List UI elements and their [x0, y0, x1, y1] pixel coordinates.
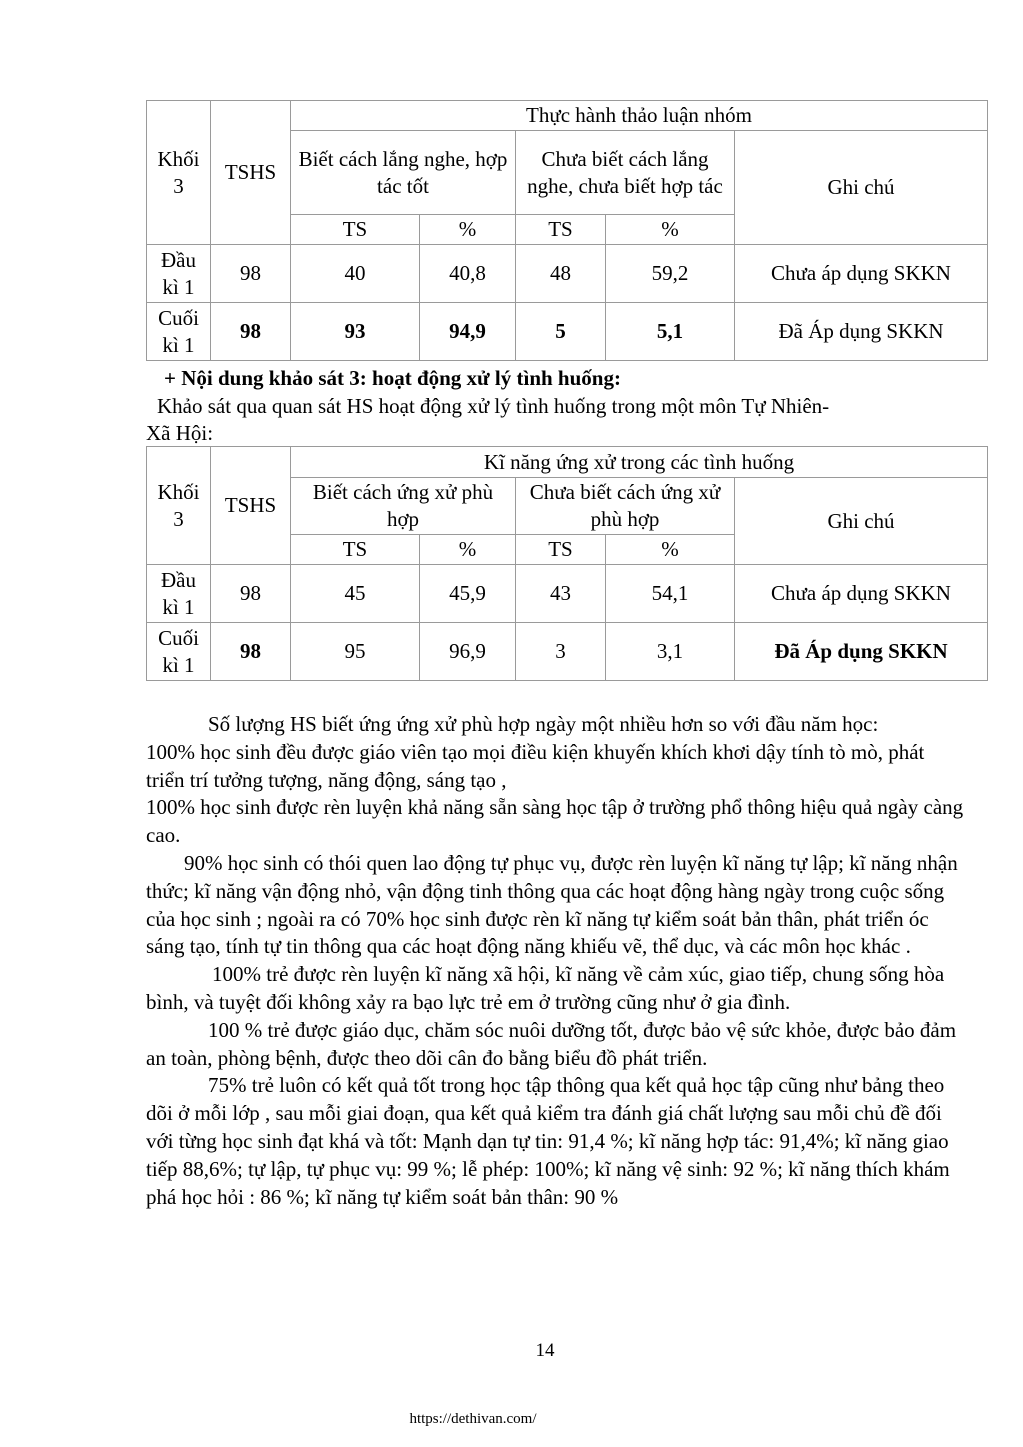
- group-discussion-table: [146, 100, 988, 361]
- col-group-not-yet: Chưa biết cách lắng nghe, chưa biết hợp tác: [516, 131, 735, 215]
- paragraph: Số lượng HS biết ứng ứng xử phù hợp ngày một nhiều hơn so với đầu năm học:: [208, 712, 879, 736]
- col-grade: Khối 3: [147, 101, 211, 245]
- paragraph: 75% trẻ luôn có kết quả tốt trong học tập thông qua kết quả học tập cũng như bảng theo dõi ở mỗi lớp , sau mỗi giai đoạn, qua kết quả kiểm tra đánh giá chất lượng sau mỗi chủ đề đối với từng học sinh đạt khá và tốt: Mạnh dạn tự tin: 91,4 %; kĩ năng hợp tác: 91,4%; kĩ năng giao tiếp 88,6%; tự lập, tự phục vụ: 99 %; lễ phép: 100%; kĩ năng vệ sinh: 92 %; kĩ năng thích khám phá học hỏi : 86 %; kĩ năng tự kiểm soát bản thân: 90 %: [146, 1073, 950, 1209]
- row-ts1: 95: [291, 623, 420, 681]
- row-period: Cuối kì 1: [147, 303, 211, 361]
- row-pct1: 96,9: [420, 623, 516, 681]
- header-main: Thực hành thảo luận nhóm: [291, 101, 988, 131]
- row-tshs: 98: [211, 303, 291, 361]
- row-pct1: 45,9: [420, 565, 516, 623]
- row-pct2: 3,1: [606, 623, 735, 681]
- row-period: Cuối kì 1: [147, 623, 211, 681]
- sub-ts: TS: [516, 215, 606, 245]
- row-ts1: 45: [291, 565, 420, 623]
- row-tshs: 98: [211, 623, 291, 681]
- header-main: Kĩ năng ứng xử trong các tình huống: [291, 447, 988, 478]
- footer-url[interactable]: https://dethivan.com/: [409, 1411, 537, 1427]
- row-note: Đã Áp dụng SKKN: [735, 303, 988, 361]
- row-pct1: 40,8: [420, 245, 516, 303]
- table-row: [147, 565, 988, 623]
- col-group-not-yet: Chưa biết cách ứng xử phù hợp: [516, 478, 735, 535]
- page-number: 14: [535, 1340, 555, 1361]
- row-note: Chưa áp dụng SKKN: [735, 245, 988, 303]
- row-ts2: 48: [516, 245, 606, 303]
- row-note: Đã Áp dụng SKKN: [735, 623, 988, 681]
- situation-handling-table: [146, 446, 988, 681]
- sub-percent: %: [420, 535, 516, 565]
- row-pct2: 54,1: [606, 565, 735, 623]
- paragraph: 90% học sinh có thói quen lao động tự phục vụ, được rèn luyện kĩ năng tự lập; kĩ năng nhận thức; kĩ năng vận động nhỏ, vận động tinh thông qua các hoạt động hàng ngày trong cuộc sống của học sinh ; ngoài ra có 70% học sinh được rèn kĩ năng tự kiểm soát bản thân, phát triển óc sáng tạo, tính tự tin thông qua các hoạt động năng khiếu vẽ, thể dục, và các môn học khác .: [146, 850, 958, 959]
- row-ts1: 93: [291, 303, 420, 361]
- row-ts2: 43: [516, 565, 606, 623]
- table-row: [147, 245, 988, 303]
- row-ts1: 40: [291, 245, 420, 303]
- table-row: [147, 303, 988, 361]
- sub-percent: %: [420, 215, 516, 245]
- row-note: Chưa áp dụng SKKN: [735, 565, 988, 623]
- sub-ts: TS: [291, 215, 420, 245]
- paragraph: 100 % trẻ được giáo dục, chăm sóc nuôi dưỡng tốt, được bảo vệ sức khỏe, được bảo đảm an toàn, phòng bệnh, được theo dõi cân đo bằng biểu đồ phát triển.: [146, 1017, 957, 1070]
- section-intro-line: Khảo sát qua quan sát HS hoạt động xử lý tình huống trong một môn Tự Nhiên-: [157, 394, 830, 418]
- col-group-good: Biết cách lắng nghe, hợp tác tốt: [291, 131, 516, 215]
- paragraph: 100% học sinh được rèn luyện khả năng sẵn sàng học tập ở trường phổ thông hiệu quả ngày càng cao.: [146, 795, 964, 848]
- col-note: Ghi chú: [735, 131, 988, 245]
- section-heading: + Nội dung khảo sát 3: hoạt động xử lý tình huống:: [164, 366, 621, 390]
- table-row: [147, 623, 988, 681]
- paragraph: 100% trẻ được rèn luyện kĩ năng xã hội, kĩ năng về cảm xúc, giao tiếp, chung sống hòa bình, và tuyệt đối không xảy ra bạo lực trẻ em ở trường cũng như ở gia đình.: [146, 962, 945, 1014]
- col-grade: Khối 3: [147, 447, 211, 565]
- section-intro-line: Xã Hội:: [146, 421, 214, 445]
- col-group-good: Biết cách ứng xử phù hợp: [291, 478, 516, 535]
- paragraph: 100% học sinh đều được giáo viên tạo mọi điều kiện khuyến khích khơi dậy tính tò mò, phát triển trí tưởng tượng, năng động, sáng tạo ,: [146, 739, 925, 792]
- row-ts2: 5: [516, 303, 606, 361]
- row-period: Đầu kì 1: [147, 245, 211, 303]
- row-period: Đầu kì 1: [147, 565, 211, 623]
- row-ts2: 3: [516, 623, 606, 681]
- row-pct2: 5,1: [606, 303, 735, 361]
- row-tshs: 98: [211, 565, 291, 623]
- body-text: [146, 711, 966, 1211]
- sub-ts: TS: [291, 535, 420, 565]
- sub-ts: TS: [516, 535, 606, 565]
- row-pct1: 94,9: [420, 303, 516, 361]
- sub-percent: %: [606, 535, 735, 565]
- row-tshs: 98: [211, 245, 291, 303]
- col-note: Ghi chú: [735, 478, 988, 565]
- sub-percent: %: [606, 215, 735, 245]
- row-pct2: 59,2: [606, 245, 735, 303]
- col-tshs: TSHS: [211, 101, 291, 245]
- col-tshs: TSHS: [211, 447, 291, 565]
